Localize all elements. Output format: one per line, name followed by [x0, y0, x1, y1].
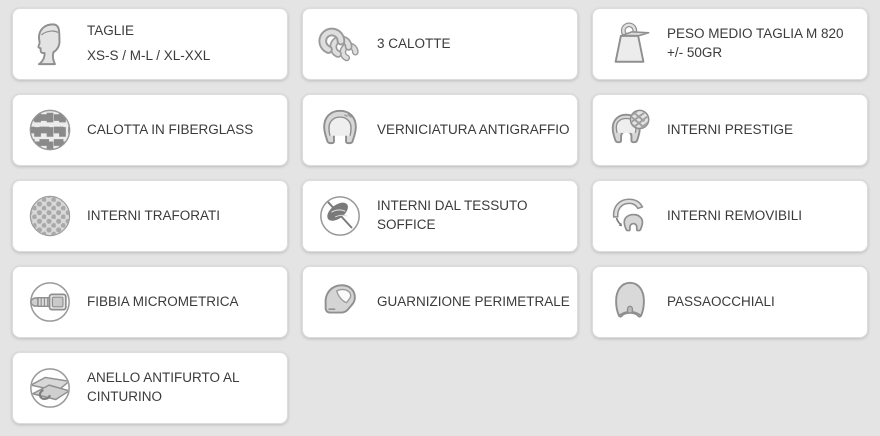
feature-label: VERNICIATURA ANTIGRAFFIO	[377, 121, 570, 137]
feature-text	[667, 207, 802, 226]
anti-theft-ring-strap-icon	[27, 365, 73, 411]
feature-icon-slot	[606, 16, 654, 72]
feather-icon	[317, 193, 363, 239]
feature-card	[302, 180, 578, 252]
feature-text	[87, 207, 220, 226]
feature-label: CALOTTA IN FIBERGLASS	[87, 121, 254, 137]
perforated-lining-icon	[27, 193, 73, 239]
feature-label: TAGLIE	[87, 23, 135, 39]
feature-label: XS-S / M-L / XL-XXL	[87, 48, 211, 63]
feature-label: INTERNI TRAFORATI	[87, 207, 221, 223]
feature-icon-slot	[316, 102, 364, 158]
feature-icon-slot	[606, 188, 654, 244]
weight-icon	[607, 21, 653, 67]
feature-card	[592, 8, 868, 80]
full-face-helmet-icon	[317, 279, 363, 325]
prestige-lining-helmet-icon	[607, 107, 653, 153]
feature-icon-slot	[606, 274, 654, 330]
head-silhouette-icon	[27, 21, 73, 67]
scratchproof-paint-helmet-icon	[317, 107, 363, 153]
feature-label: INTERNI DAL TESSUTO SOFFICE	[377, 198, 528, 232]
feature-label: FIBBIA MICROMETRICA	[87, 293, 239, 309]
feature-icon-slot	[316, 188, 364, 244]
feature-card	[592, 180, 868, 252]
feature-text	[667, 121, 793, 140]
feature-card	[592, 266, 868, 338]
feature-card	[12, 8, 288, 80]
feature-card	[12, 352, 288, 424]
feature-card	[302, 8, 578, 80]
feature-icon-slot	[26, 360, 74, 416]
feature-label: INTERNI REMOVIBILI	[667, 207, 803, 223]
feature-label: INTERNI PRESTIGE	[667, 121, 794, 137]
feature-icon-slot	[26, 16, 74, 72]
feature-card	[12, 94, 288, 166]
feature-label: PESO MEDIO TAGLIA M 820 +/- 50GR	[667, 26, 844, 60]
feature-card	[12, 266, 288, 338]
feature-text	[377, 197, 571, 235]
feature-text	[377, 121, 570, 140]
feature-text	[87, 121, 253, 140]
feature-text	[87, 369, 281, 407]
feature-icon-slot	[316, 274, 364, 330]
feature-text	[377, 35, 451, 54]
feature-card	[302, 94, 578, 166]
fiberglass-weave-icon	[27, 107, 73, 153]
feature-text	[87, 293, 239, 312]
feature-label: ANELLO ANTIFURTO AL CINTURINO	[87, 370, 240, 404]
feature-card	[592, 94, 868, 166]
micrometric-buckle-icon	[27, 279, 73, 325]
feature-text	[667, 25, 861, 63]
feature-label: 3 CALOTTE	[377, 35, 451, 51]
feature-card	[302, 266, 578, 338]
glasses-channel-helmet-icon	[607, 279, 653, 325]
feature-label: GUARNIZIONE PERIMETRALE	[377, 293, 570, 309]
feature-text	[667, 293, 775, 312]
helmet-shells-icon	[317, 21, 363, 67]
feature-icon-slot	[26, 188, 74, 244]
feature-icon-slot	[26, 274, 74, 330]
feature-icon-slot	[606, 102, 654, 158]
feature-text	[87, 22, 210, 66]
feature-icon-slot	[316, 16, 364, 72]
feature-label: PASSAOCCHIALI	[667, 293, 775, 309]
feature-text	[377, 293, 570, 312]
feature-card	[12, 180, 288, 252]
removable-lining-icon	[607, 193, 653, 239]
feature-icon-slot	[26, 102, 74, 158]
